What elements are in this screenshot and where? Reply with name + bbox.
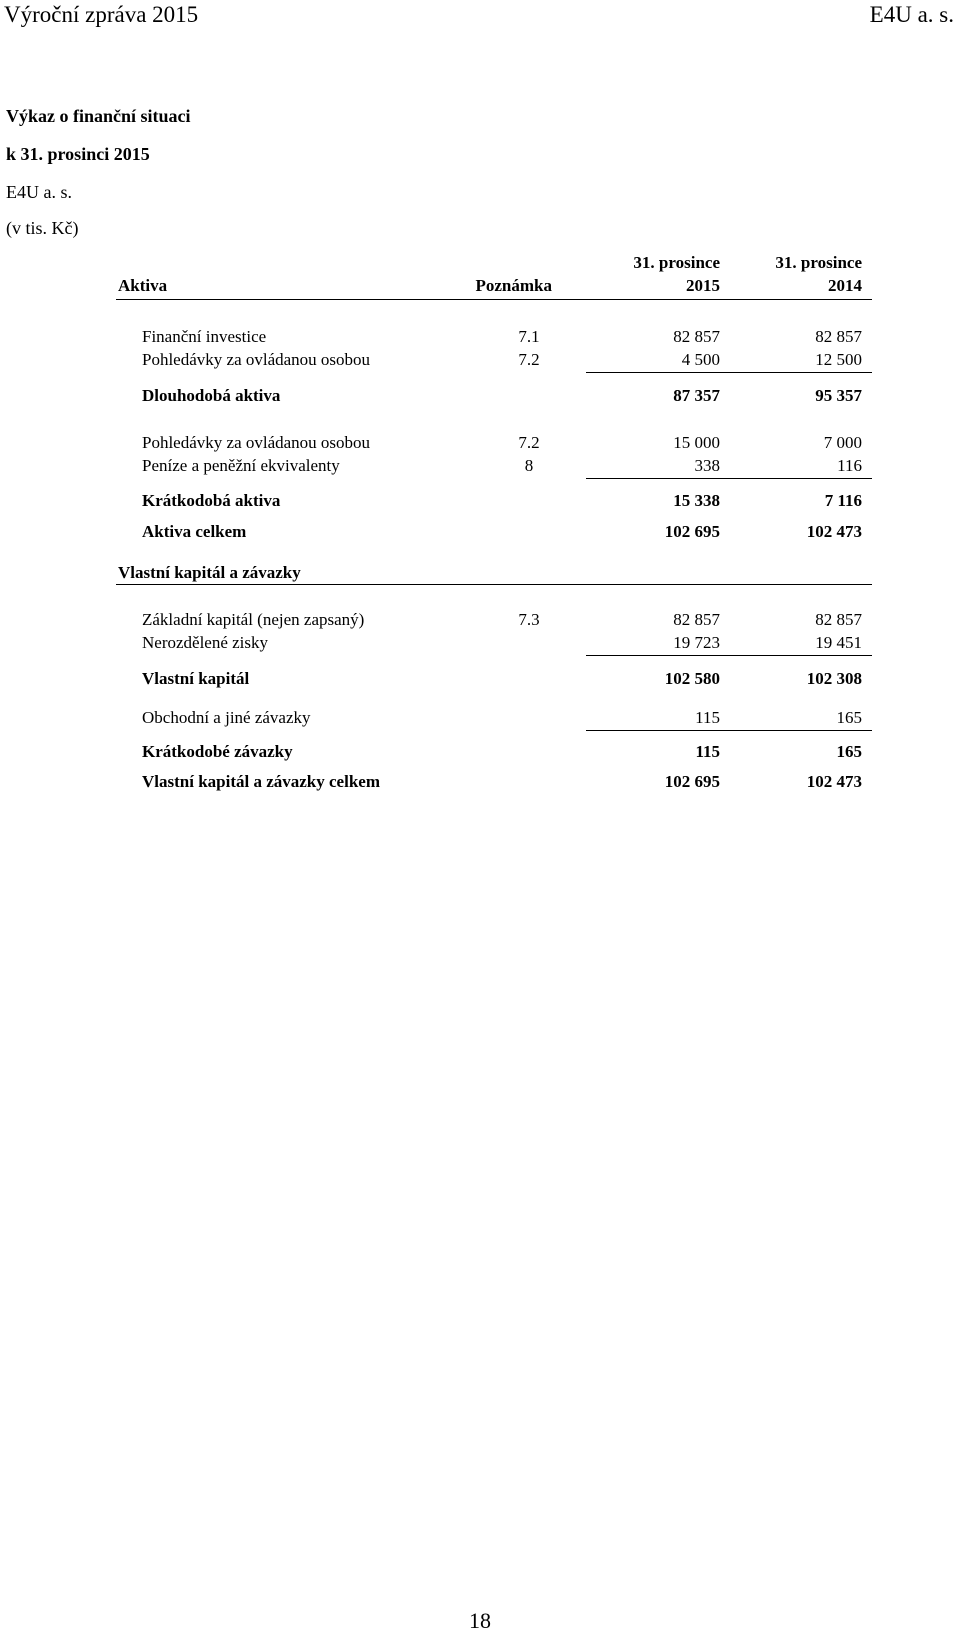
table-row [0, 742, 960, 764]
statement-date: k 31. prosinci 2015 [6, 144, 150, 164]
row-value-2015: 102 695 [664, 772, 720, 791]
row-value-2015: 15 000 [673, 433, 720, 452]
row-label: Krátkodobá aktiva [142, 491, 281, 510]
row-label: Obchodní a jiné závazky [142, 708, 311, 727]
row-value-2014: 82 857 [815, 610, 862, 629]
subtotal-line [586, 478, 872, 479]
row-value-2014: 116 [837, 456, 862, 475]
row-value-2014: 7 116 [824, 491, 862, 510]
row-label: Finanční investice [142, 327, 267, 346]
table-row [0, 708, 960, 730]
subtotal-line [586, 372, 872, 373]
row-label: Aktiva celkem [142, 522, 247, 541]
row-value-2014: 165 [836, 708, 862, 727]
row-value-2015: 115 [695, 708, 720, 727]
row-value-2014: 19 451 [815, 633, 862, 652]
table-row [0, 772, 960, 794]
section-underline [116, 584, 872, 585]
page-number: 18 [469, 1608, 491, 1633]
row-value-2015: 4 500 [681, 350, 720, 369]
table-row [0, 491, 960, 513]
row-value-2015: 19 723 [673, 633, 720, 652]
subtotal-line [586, 730, 872, 731]
row-value-2015: 15 338 [673, 491, 720, 510]
col-2015-header-line1: 31. prosince [633, 253, 720, 272]
row-value-2014: 102 473 [806, 772, 862, 791]
statement-title: Výkaz o finanční situaci [6, 106, 191, 126]
row-value-2014: 82 857 [815, 327, 862, 346]
row-note: 8 [524, 456, 534, 475]
row-note: 7.2 [518, 350, 540, 369]
row-value-2015: 82 857 [673, 610, 720, 629]
row-value-2014: 12 500 [815, 350, 862, 369]
subtotal-line [586, 655, 872, 656]
row-value-2014: 95 357 [815, 386, 862, 405]
equity-section-header: Vlastní kapitál a závazky [118, 563, 301, 582]
row-value-2015: 115 [695, 742, 720, 761]
row-value-2015: 82 857 [673, 327, 720, 346]
row-label: Pohledávky za ovládanou osobou [142, 350, 371, 369]
row-value-2015: 102 695 [664, 522, 720, 541]
col-2014-header-line1: 31. prosince [775, 253, 862, 272]
col-2014-header-line2: 2014 [828, 276, 862, 295]
row-value-2015: 102 580 [664, 669, 720, 688]
row-label: Peníze a peněžní ekvivalenty [142, 456, 340, 475]
company-header: E4U a. s. [869, 2, 954, 27]
table-row [0, 669, 960, 691]
row-note: 7.1 [518, 327, 540, 346]
row-value-2014: 7 000 [823, 433, 862, 452]
header-underline [116, 299, 872, 300]
aktiva-column-header: Aktiva [118, 276, 168, 295]
row-note: 7.3 [518, 610, 540, 629]
row-label: Pohledávky za ovládanou osobou [142, 433, 371, 452]
table-row [0, 350, 960, 372]
row-value-2015: 87 357 [673, 386, 720, 405]
row-label: Vlastní kapitál a závazky celkem [142, 772, 380, 791]
table-row [0, 610, 960, 632]
row-value-2015: 338 [694, 456, 720, 475]
table-row [0, 327, 960, 349]
col-2014-header [775, 251, 862, 297]
col-2015-header-line2: 2015 [686, 276, 720, 295]
col-2015-header [633, 251, 720, 297]
poznamka-column-header: Poznámka [475, 276, 552, 295]
row-label: Základní kapitál (nejen zapsaný) [142, 610, 365, 629]
row-label: Dlouhodobá aktiva [142, 386, 281, 405]
table-row [0, 522, 960, 544]
table-row [0, 633, 960, 655]
table-row [0, 456, 960, 478]
row-note: 7.2 [518, 433, 540, 452]
row-value-2014: 165 [836, 742, 862, 761]
page-header [0, 0, 960, 34]
statement-company: E4U a. s. [6, 182, 72, 202]
table-row [0, 386, 960, 408]
statement-unit: (v tis. Kč) [6, 218, 79, 238]
row-label: Krátkodobé závazky [142, 742, 293, 761]
row-label: Nerozdělené zisky [142, 633, 269, 652]
row-value-2014: 102 308 [806, 669, 862, 688]
report-title-header: Výroční zpráva 2015 [4, 2, 199, 27]
row-label: Vlastní kapitál [142, 669, 250, 688]
table-row [0, 433, 960, 455]
row-value-2014: 102 473 [806, 522, 862, 541]
